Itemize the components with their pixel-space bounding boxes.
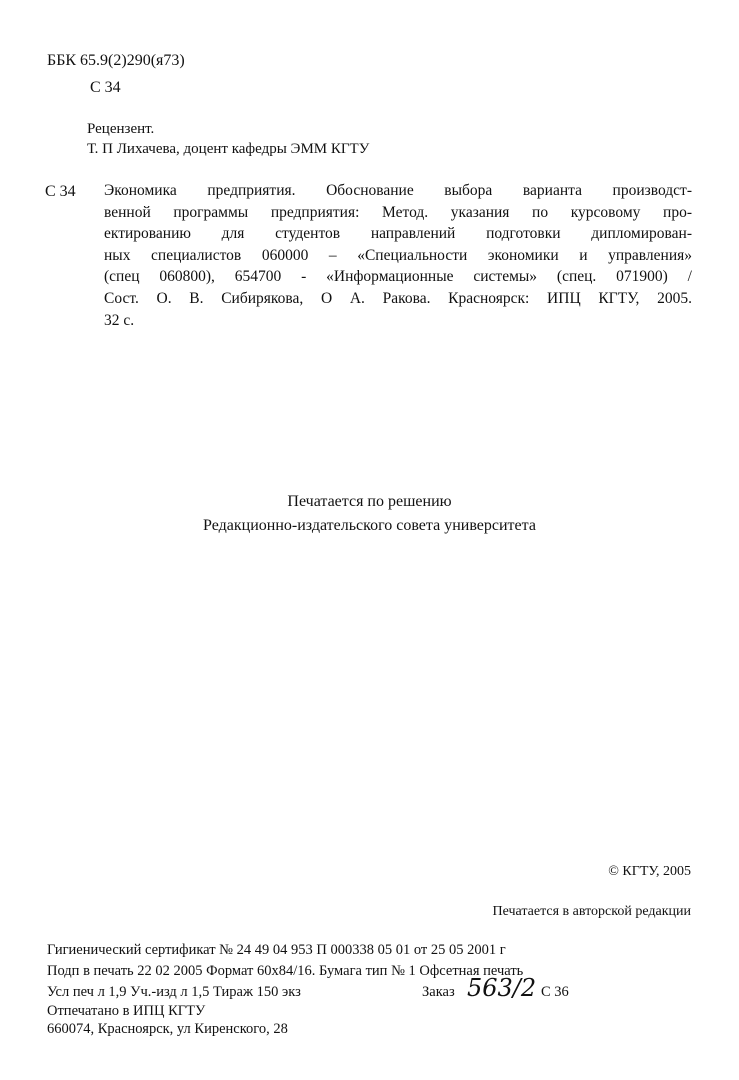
annotation-line: Экономика предприятия. Обоснование выбора варианта производст- — [104, 182, 692, 199]
order-number-handwritten: 563/2 — [467, 974, 537, 1002]
annotation-line: ных специалистов 060000 – «Специальности экономики и управления» — [104, 246, 692, 264]
annotation-line: ектированию для студентов направлений подготовки дипломирован- — [104, 225, 692, 243]
catalog-code: С 34 — [45, 183, 76, 200]
publish-note-line: Редакционно-издательского совета университета — [203, 517, 536, 534]
print-details: Подп в печать 22 02 2005 Формат 60х84/16. Бумага тип № 1 Офсетная печать — [47, 963, 524, 979]
hygiene-certificate: Гигиенический сертификат № 24 49 04 953 П 000338 05 01 от 25 05 2001 г — [47, 942, 506, 958]
print-volume: Усл печ л 1,9 Уч.-изд л 1,5 Тираж 150 экз — [47, 984, 301, 1000]
reviewer-title: Рецензент. — [87, 121, 155, 137]
reviewer-name: Т. П Лихачева, доцент кафедры ЭММ КГТУ — [87, 141, 370, 157]
copyright-notice: © КГТУ, 2005 — [608, 864, 691, 879]
author-edition-note: Печатается в авторской редакции — [492, 904, 691, 919]
order-suffix: С 36 — [541, 984, 569, 1000]
printer-address: 660074, Красноярск, ул Киренского, 28 — [47, 1021, 288, 1037]
bbk-index: ББК 65.9(2)290(я73) — [47, 52, 185, 69]
bibliographic-annotation — [104, 180, 692, 331]
annotation-line: Сост. О. В. Сибирякова, О А. Ракова. Красноярск: ИПЦ КГТУ, 2005. — [104, 289, 692, 307]
annotation-line: венной программы предприятия: Метод. указания по курсовому про- — [104, 203, 692, 221]
annotation-line: 32 с. — [104, 311, 135, 329]
order-label: Заказ — [422, 984, 455, 1000]
author-sign-code: С 34 — [90, 79, 121, 96]
annotation-line: (спец 060800), 654700 - «Информационные системы» (спец. 071900) / — [104, 268, 692, 286]
publish-note-line: Печатается по решению — [287, 493, 452, 510]
printed-at: Отпечатано в ИПЦ КГТУ — [47, 1003, 206, 1019]
